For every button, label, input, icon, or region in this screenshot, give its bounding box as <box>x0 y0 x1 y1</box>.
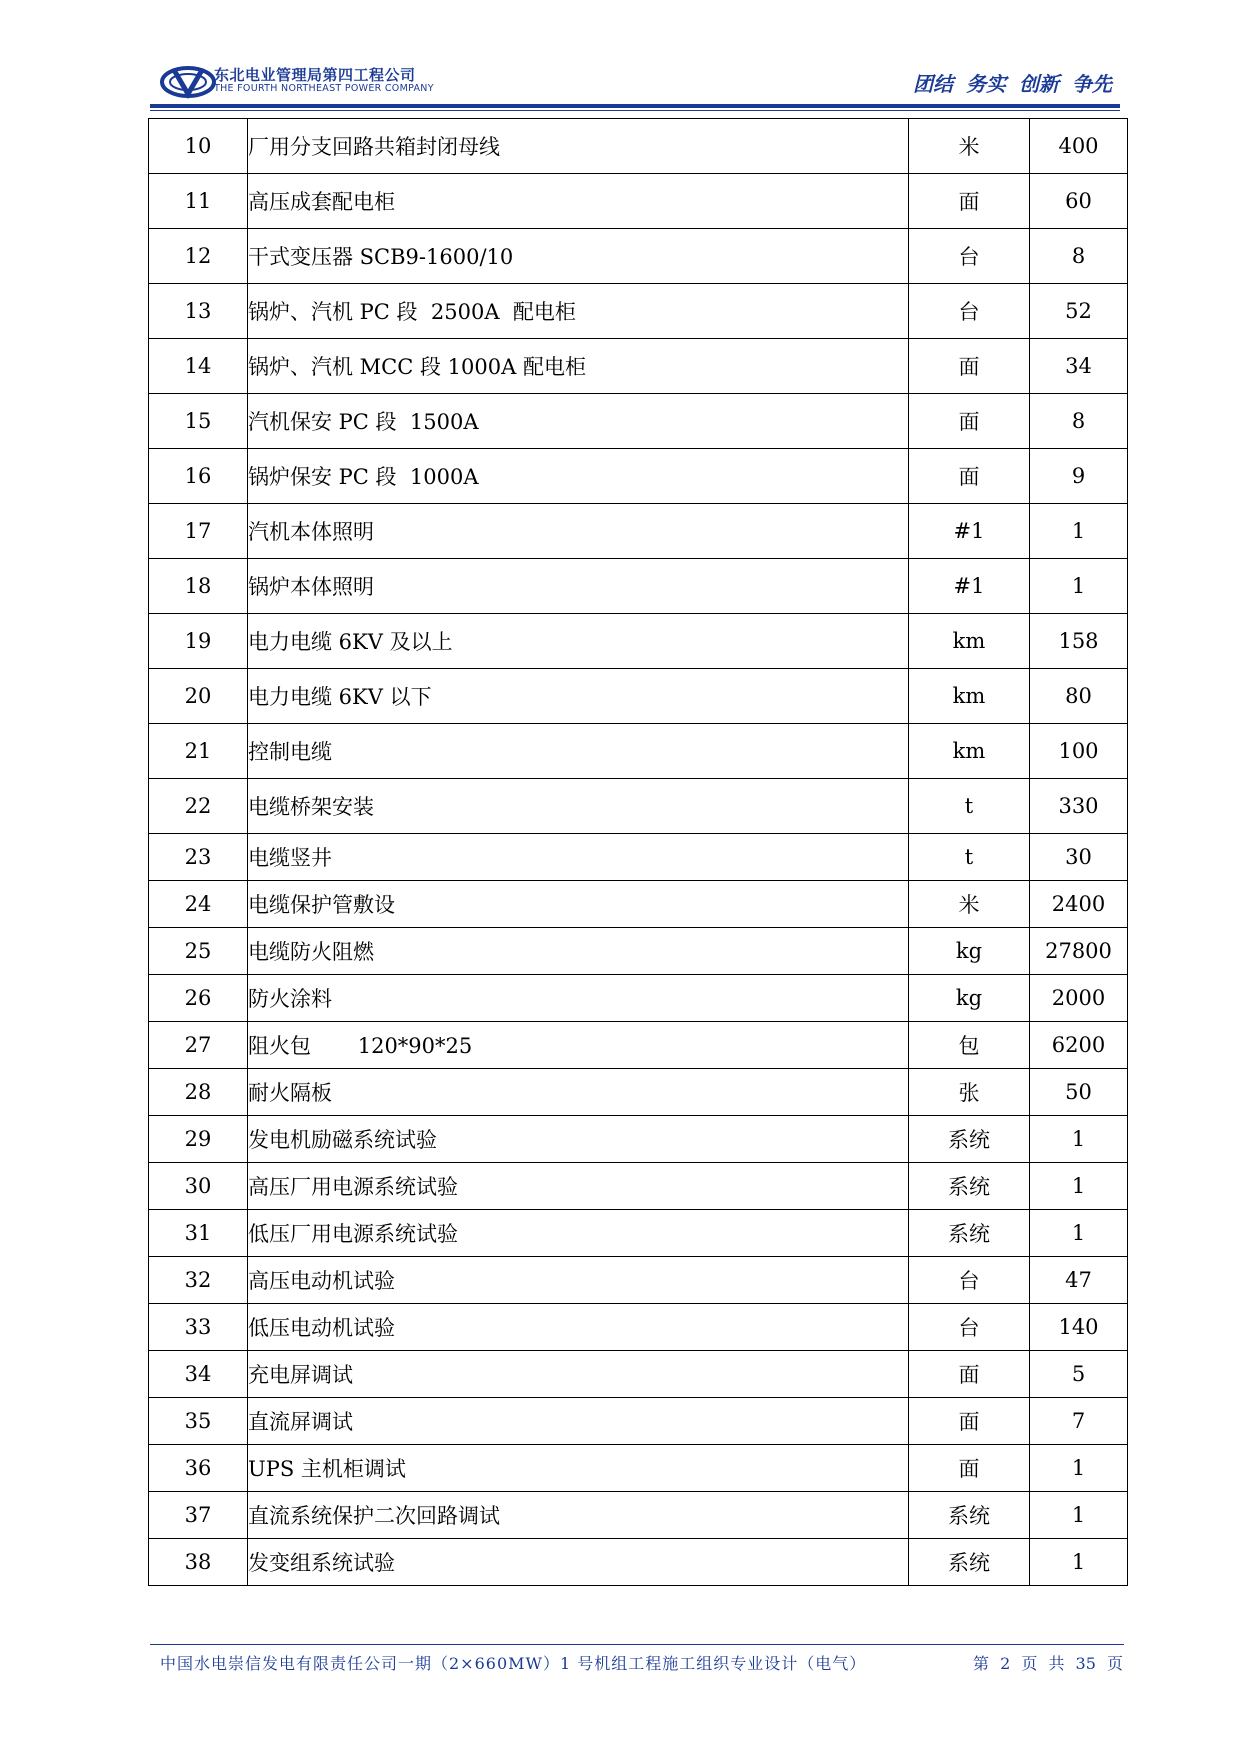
row-unit: 米 <box>909 881 1030 928</box>
table-row <box>149 975 1128 1022</box>
table-row <box>149 1492 1128 1539</box>
row-quantity: 2000 <box>1030 975 1128 1022</box>
row-quantity: 7 <box>1030 1398 1128 1445</box>
row-item-name: 锅炉、汽机 PC 段 2500A 配电柜 <box>248 284 909 339</box>
row-quantity: 5 <box>1030 1351 1128 1398</box>
table-row <box>149 1539 1128 1586</box>
row-item-name: 电缆防火阻燃 <box>248 928 909 975</box>
row-item-name: 电力电缆 6KV 及以上 <box>248 614 909 669</box>
company-name-cn: 东北电业管理局第四工程公司 <box>214 66 416 84</box>
table-row <box>149 1257 1128 1304</box>
row-quantity: 8 <box>1030 394 1128 449</box>
row-unit: 系统 <box>909 1539 1030 1586</box>
row-number: 15 <box>149 394 248 449</box>
table-row <box>149 614 1128 669</box>
table-row <box>149 834 1128 881</box>
table-row <box>149 1069 1128 1116</box>
row-quantity: 80 <box>1030 669 1128 724</box>
row-unit: t <box>909 834 1030 881</box>
row-number: 14 <box>149 339 248 394</box>
equipment-quantity-table <box>148 118 1128 1586</box>
row-item-name: 锅炉保安 PC 段 1000A <box>248 449 909 504</box>
row-item-name: 高压电动机试验 <box>248 1257 909 1304</box>
company-name-en: THE FOURTH NORTHEAST POWER COMPANY <box>214 83 434 94</box>
row-quantity: 100 <box>1030 724 1128 779</box>
row-number: 30 <box>149 1163 248 1210</box>
row-unit: 系统 <box>909 1163 1030 1210</box>
row-unit: 面 <box>909 1351 1030 1398</box>
row-item-name: 电缆竖井 <box>248 834 909 881</box>
row-quantity: 1 <box>1030 1210 1128 1257</box>
table-row <box>149 1116 1128 1163</box>
row-unit: 张 <box>909 1069 1030 1116</box>
row-unit: 台 <box>909 1257 1030 1304</box>
row-item-name: 汽机本体照明 <box>248 504 909 559</box>
row-quantity: 60 <box>1030 174 1128 229</box>
row-unit: 包 <box>909 1022 1030 1069</box>
table-row <box>149 1163 1128 1210</box>
row-quantity: 34 <box>1030 339 1128 394</box>
row-quantity: 6200 <box>1030 1022 1128 1069</box>
table-row <box>149 1445 1128 1492</box>
row-number: 23 <box>149 834 248 881</box>
row-unit: 系统 <box>909 1210 1030 1257</box>
row-quantity: 9 <box>1030 449 1128 504</box>
row-unit: 米 <box>909 119 1030 174</box>
row-item-name: 电缆保护管敷设 <box>248 881 909 928</box>
footer-divider <box>150 1644 1124 1645</box>
row-item-name: 高压厂用电源系统试验 <box>248 1163 909 1210</box>
row-item-name: 发变组系统试验 <box>248 1539 909 1586</box>
table-row <box>149 1210 1128 1257</box>
row-item-name: 低压电动机试验 <box>248 1304 909 1351</box>
row-quantity: 8 <box>1030 229 1128 284</box>
row-number: 27 <box>149 1022 248 1069</box>
table-row <box>149 229 1128 284</box>
row-item-name: 干式变压器 SCB9-1600/10 <box>248 229 909 284</box>
row-number: 10 <box>149 119 248 174</box>
row-number: 24 <box>149 881 248 928</box>
table-row <box>149 928 1128 975</box>
row-quantity: 1 <box>1030 1539 1128 1586</box>
row-number: 19 <box>149 614 248 669</box>
row-number: 35 <box>149 1398 248 1445</box>
row-unit: 面 <box>909 174 1030 229</box>
row-unit: #1 <box>909 504 1030 559</box>
table-row <box>149 669 1128 724</box>
table-row <box>149 1351 1128 1398</box>
row-quantity: 30 <box>1030 834 1128 881</box>
row-unit: 台 <box>909 284 1030 339</box>
row-quantity: 50 <box>1030 1069 1128 1116</box>
row-number: 17 <box>149 504 248 559</box>
row-number: 13 <box>149 284 248 339</box>
row-quantity: 1 <box>1030 1116 1128 1163</box>
row-quantity: 1 <box>1030 1492 1128 1539</box>
row-unit: #1 <box>909 559 1030 614</box>
row-item-name: 直流屏调试 <box>248 1398 909 1445</box>
row-unit: kg <box>909 975 1030 1022</box>
row-item-name: 控制电缆 <box>248 724 909 779</box>
row-number: 36 <box>149 1445 248 1492</box>
row-unit: 面 <box>909 394 1030 449</box>
row-quantity: 47 <box>1030 1257 1128 1304</box>
row-item-name: 直流系统保护二次回路调试 <box>248 1492 909 1539</box>
row-unit: t <box>909 779 1030 834</box>
table-row <box>149 394 1128 449</box>
row-item-name: 低压厂用电源系统试验 <box>248 1210 909 1257</box>
table-row <box>149 1022 1128 1069</box>
row-number: 32 <box>149 1257 248 1304</box>
row-quantity: 27800 <box>1030 928 1128 975</box>
row-quantity: 1 <box>1030 1163 1128 1210</box>
table-row <box>149 174 1128 229</box>
row-number: 18 <box>149 559 248 614</box>
row-item-name: 阻火包 120*90*25 <box>248 1022 909 1069</box>
header-divider-thick <box>150 104 1120 108</box>
row-number: 21 <box>149 724 248 779</box>
table-row <box>149 559 1128 614</box>
row-number: 11 <box>149 174 248 229</box>
table-row <box>149 504 1128 559</box>
row-unit: km <box>909 724 1030 779</box>
table-row <box>149 119 1128 174</box>
row-unit: 面 <box>909 1398 1030 1445</box>
row-number: 33 <box>149 1304 248 1351</box>
row-item-name: 耐火隔板 <box>248 1069 909 1116</box>
table-row <box>149 881 1128 928</box>
table-row <box>149 1304 1128 1351</box>
row-item-name: 发电机励磁系统试验 <box>248 1116 909 1163</box>
row-number: 22 <box>149 779 248 834</box>
table-row <box>149 284 1128 339</box>
footer-document-title: 中国水电崇信发电有限责任公司一期（2×660MW）1 号机组工程施工组织专业设计（电气） <box>160 1654 867 1673</box>
row-item-name: UPS 主机柜调试 <box>248 1445 909 1492</box>
row-unit: km <box>909 669 1030 724</box>
row-number: 34 <box>149 1351 248 1398</box>
row-quantity: 2400 <box>1030 881 1128 928</box>
row-number: 20 <box>149 669 248 724</box>
row-unit: 面 <box>909 449 1030 504</box>
table-row <box>149 449 1128 504</box>
row-number: 26 <box>149 975 248 1022</box>
row-number: 37 <box>149 1492 248 1539</box>
row-unit: km <box>909 614 1030 669</box>
row-number: 38 <box>149 1539 248 1586</box>
row-number: 31 <box>149 1210 248 1257</box>
header-divider-thin <box>150 110 1120 111</box>
row-unit: kg <box>909 928 1030 975</box>
row-unit: 系统 <box>909 1116 1030 1163</box>
table-row <box>149 1398 1128 1445</box>
row-unit: 台 <box>909 1304 1030 1351</box>
table-row <box>149 339 1128 394</box>
row-item-name: 电缆桥架安装 <box>248 779 909 834</box>
table-row <box>149 779 1128 834</box>
row-item-name: 汽机保安 PC 段 1500A <box>248 394 909 449</box>
row-quantity: 1 <box>1030 559 1128 614</box>
row-unit: 面 <box>909 339 1030 394</box>
row-number: 12 <box>149 229 248 284</box>
row-number: 29 <box>149 1116 248 1163</box>
table-body <box>149 119 1128 1586</box>
row-quantity: 158 <box>1030 614 1128 669</box>
row-quantity: 330 <box>1030 779 1128 834</box>
company-slogan: 团结 务实 创新 争先 <box>913 72 1112 96</box>
row-item-name: 电力电缆 6KV 以下 <box>248 669 909 724</box>
row-unit: 面 <box>909 1445 1030 1492</box>
row-item-name: 厂用分支回路共箱封闭母线 <box>248 119 909 174</box>
row-item-name: 高压成套配电柜 <box>248 174 909 229</box>
row-number: 16 <box>149 449 248 504</box>
row-quantity: 52 <box>1030 284 1128 339</box>
table-row <box>149 724 1128 779</box>
row-item-name: 锅炉本体照明 <box>248 559 909 614</box>
row-unit: 台 <box>909 229 1030 284</box>
row-unit: 系统 <box>909 1492 1030 1539</box>
row-quantity: 1 <box>1030 504 1128 559</box>
row-quantity: 400 <box>1030 119 1128 174</box>
row-number: 25 <box>149 928 248 975</box>
row-quantity: 140 <box>1030 1304 1128 1351</box>
row-item-name: 防火涂料 <box>248 975 909 1022</box>
row-item-name: 充电屏调试 <box>248 1351 909 1398</box>
footer-page-info: 第 2 页 共 35 页 <box>973 1654 1123 1673</box>
row-quantity: 1 <box>1030 1445 1128 1492</box>
row-item-name: 锅炉、汽机 MCC 段 1000A 配电柜 <box>248 339 909 394</box>
row-number: 28 <box>149 1069 248 1116</box>
